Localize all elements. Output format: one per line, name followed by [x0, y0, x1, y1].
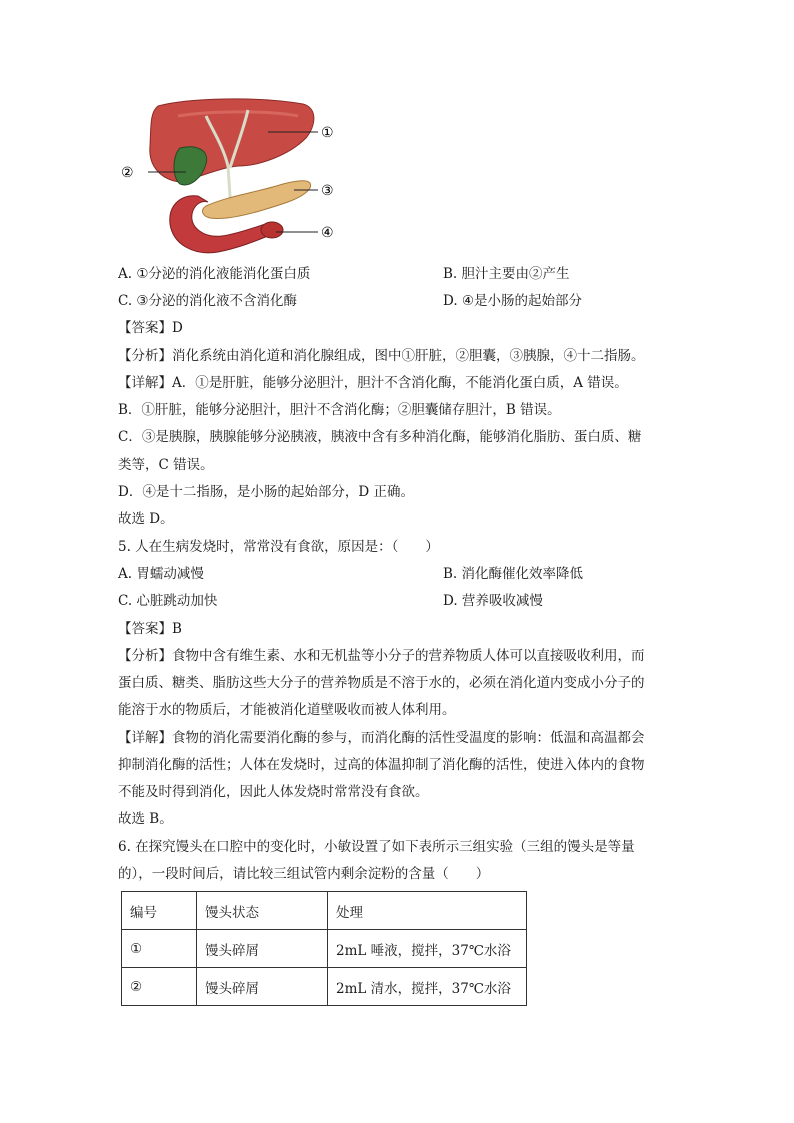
conclusion: 故选 B。	[118, 811, 173, 827]
detail-line: 【详解】食物的消化需要消化酶的参与，而消化酶的活性受温度的影响：低温和高温都会	[118, 730, 645, 746]
table-cell: ①	[122, 930, 197, 968]
figure-label-2: ②	[121, 165, 134, 181]
table-row	[122, 968, 527, 1006]
detail-line: B．①肝脏，能够分泌胆汁，胆汁不含消化酶；②胆囊储存胆汁，B 错误。	[118, 402, 561, 418]
pancreas-shape	[203, 181, 311, 219]
table-header-row	[122, 892, 527, 930]
option-a: A. ①分泌的消化液能消化蛋白质	[118, 266, 311, 282]
analysis-line: 能溶于水的物质后，才能被消化道壁吸收而被人体利用。	[118, 702, 456, 718]
question-6-stem: 的），一段时间后，请比较三组试管内剩余淀粉的含量（ ）	[118, 866, 490, 882]
analysis: 【分析】消化系统由消化道和消化腺组成，图中①肝脏，②胆囊，③胰腺，④十二指肠。	[118, 348, 645, 364]
experiment-table	[121, 891, 527, 1006]
option-b: B. 消化酶催化效率降低	[443, 566, 584, 582]
detail-line: 不能及时得到消化，因此人体发烧时常常没有食欲。	[118, 784, 429, 800]
table-row	[122, 930, 527, 968]
figure-label-1: ①	[321, 125, 334, 141]
table-cell: 馒头碎屑	[197, 968, 328, 1006]
table-cell: 2mL 清水，搅拌，37℃水浴	[328, 968, 527, 1006]
answer: 【答案】B	[118, 621, 182, 637]
detail-line: D．④是十二指肠，是小肠的起始部分，D 正确。	[118, 484, 414, 500]
table-header: 处理	[328, 892, 527, 930]
option-d: D. 营养吸收减慢	[443, 593, 543, 609]
option-c: C. ③分泌的消化液不含消化酶	[118, 293, 298, 309]
conclusion: 故选 D。	[118, 511, 174, 527]
table-cell: ②	[122, 968, 197, 1006]
table-cell: 2mL 唾液，搅拌，37℃水浴	[328, 930, 527, 968]
question-5-stem: 5. 人在生病发烧时，常常没有食欲，原因是：（ ）	[118, 539, 439, 555]
option-c: C. 心脏跳动加快	[118, 593, 218, 609]
figure-label-4: ④	[321, 225, 334, 241]
table-header: 馒头状态	[197, 892, 328, 930]
detail-line: 【详解】A．①是肝脏，能够分泌胆汁，胆汁不含消化酶，不能消化蛋白质，A 错误。	[118, 375, 628, 391]
option-a: A. 胃蠕动减慢	[118, 566, 204, 582]
question-6-stem: 6. 在探究馒头在口腔中的变化时，小敏设置了如下表所示三组实验（三组的馒头是等量	[118, 839, 635, 855]
table-cell: 馒头碎屑	[197, 930, 328, 968]
answer: 【答案】D	[118, 320, 183, 336]
figure-label-3: ③	[321, 183, 334, 199]
option-b: B. 胆汁主要由②产生	[443, 266, 570, 282]
detail-line: 类等，C 错误。	[118, 457, 214, 473]
analysis-line: 【分析】食物中含有维生素、水和无机盐等小分子的营养物质人体可以直接吸收利用，而	[118, 648, 645, 664]
detail-line: 抑制消化酶的活性；人体在发烧时，过高的体温抑制了消化酶的活性，使进入体内的食物	[118, 757, 645, 773]
detail-line: C．③是胰腺，胰腺能够分泌胰液，胰液中含有多种消化酶，能够消化脂肪、蛋白质、糖	[118, 429, 642, 445]
gallbladder-shape	[174, 147, 207, 185]
option-d: D. ④是小肠的起始部分	[443, 293, 583, 309]
table-header: 编号	[122, 892, 197, 930]
analysis-line: 蛋白质、糖类、脂肪这些大分子的营养物质是不溶于水的，必须在消化道内变成小分子的	[118, 675, 645, 691]
digestive-organs-figure	[118, 96, 348, 258]
